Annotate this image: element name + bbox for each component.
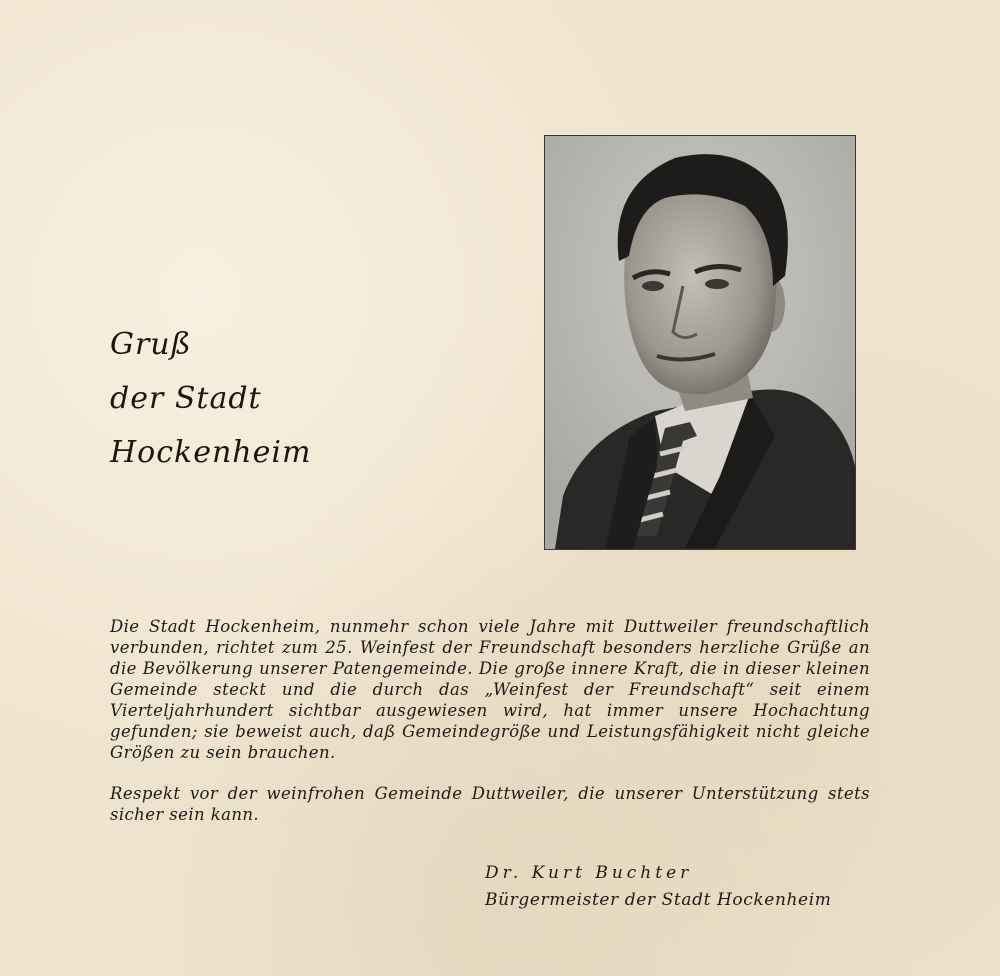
heading-line-2: der Stadt (110, 381, 262, 416)
heading-line-3: Hockenheim (110, 435, 312, 470)
body-paragraph-2: Respekt vor der weinfrohen Gemeinde Duttweiler, die unserer Unterstützung stets sicher sein kann. (110, 784, 870, 824)
signature-block (485, 860, 905, 914)
signatory-name: Dr. Kurt Buchter (485, 863, 693, 883)
portrait-photo-icon (545, 136, 855, 549)
greeting-heading (110, 318, 410, 480)
greeting-body (110, 616, 870, 845)
body-paragraph-1: Die Stadt Hockenheim, nunmehr schon viele Jahre mit Duttweiler freundschaftlich verbunden, richtet zum 25. Weinfest der Freundschaft besonders herzliche Grüße an die Bevölkerung unserer Patengemeinde. Die große innere Kraft, die in dieser kleinen Gemeinde steckt und die durch das „Weinfest der Freundschaft“ seit einem Vierteljahrhundert sichtbar ausgewiesen wird, hat immer unsere Hochachtung gefunden; sie beweist auch, daß Gemeindegröße und Leistungsfähigkeit nicht gleiche Größen zu sein brauchen. (110, 617, 870, 762)
signatory-title: Bürgermeister der Stadt Hockenheim (485, 890, 832, 910)
mayor-portrait-photo (544, 135, 856, 550)
heading-line-1: Gruß (110, 327, 192, 362)
